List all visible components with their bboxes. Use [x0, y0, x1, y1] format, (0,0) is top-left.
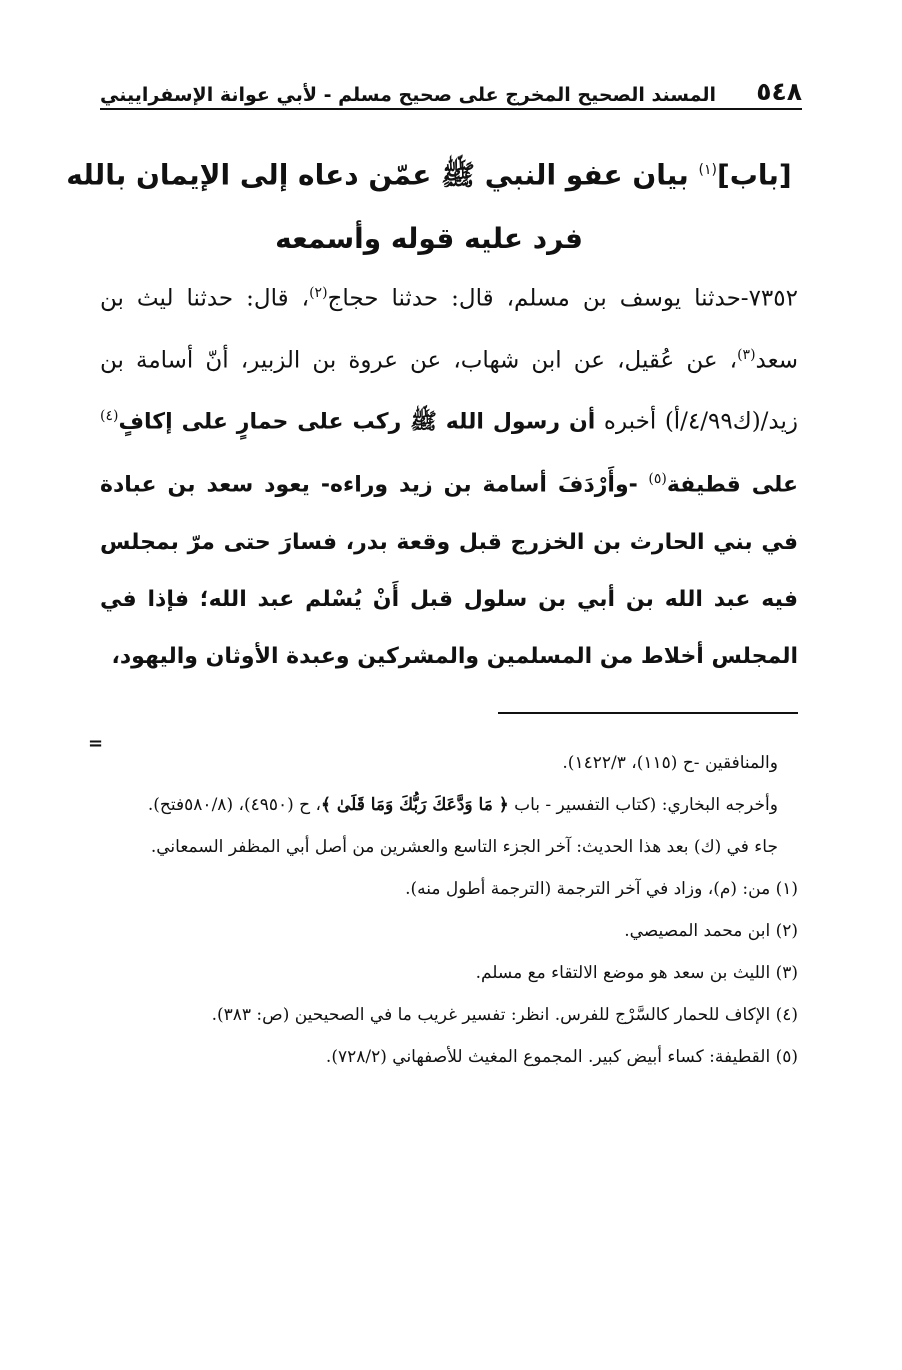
- footnote-2: (٢) ابن محمد المصيصي.: [624, 921, 798, 941]
- footnote-text: وأخرجه البخاري: (كتاب التفسير - باب: [514, 795, 778, 815]
- footnote-ref: (٤): [100, 408, 119, 425]
- footnote-continuation: [100, 784, 798, 826]
- hadith-chain-3: ، عن عُقيل، عن ابن شهاب، عن عروة بن الزبير، أنّ أسامة بن زيد/(ك٤/٩٩/أ) أخبره: [100, 347, 799, 435]
- hadith-matn-3: -وأَرْدَفَ أسامة بن زيد وراءه- يعود سعد بن عبادة في بني الحارث بن الخزرج قبل وقعة بدر، فسارَ حتى مرّ بمجلس فيه عبد الله بن أبي بن سلول قبل أَنْ يُسْلم عبد الله؛ فإذا في المجلس أخلاط من المسلمين والمشركين وعبدة الأوثان واليهود،: [100, 472, 798, 669]
- footnote-continuation: والمنافقين -ح (١١٥)، ١٤٢٢/٣).: [562, 753, 778, 773]
- footnote-divider: [498, 712, 798, 714]
- hadith-text: [100, 265, 798, 685]
- chapter-bracket: [باب]: [716, 158, 792, 192]
- footnote-1: (١) من: (م)، وزاد في آخر الترجمة (الترجمة أطول منه).: [405, 879, 798, 899]
- footnote-continuation: جاء في (ك) بعد هذا الحديث: آخر الجزء التاسع والعشرين من أصل أبي المظفر السمعاني.: [150, 837, 778, 857]
- footnotes: [100, 742, 798, 1078]
- footnote-ref: (٥): [648, 470, 667, 487]
- chapter-title: بيان عفو النبي ﷺ عمّن دعاه إلى الإيمان بالله فرد عليه قوله وأسمعه: [66, 158, 689, 256]
- footnote-5: (٥) القطيفة: كساء أبيض كبير. المجموع المغيث للأصفهاني (٧٢٨/٢).: [325, 1047, 798, 1067]
- quran-verse: ﴿ مَا وَدَّعَكَ رَبُّكَ وَمَا قَلَىٰ ﴾: [321, 795, 509, 815]
- footnote-3: (٣) الليث بن سعد هو موضع الالتقاء مع مسلم.: [475, 963, 798, 983]
- hadith-chain-2: ، قال: حدثنا ليث بن سعد: [100, 285, 798, 374]
- running-title: المسند الصحيح المخرج على صحيح مسلم - لأبي عوانة الإسفراييني: [100, 84, 716, 106]
- hadith-number: ٧٣٥٢: [748, 285, 798, 312]
- footnote-ref: (٢): [309, 285, 328, 301]
- page-number: ٥٤٨: [756, 77, 802, 106]
- hadith-matn-1: أن رسول الله ﷺ ركب على حمارٍ على إكافٍ: [118, 409, 596, 435]
- hadith-matn-2: على قطيفة: [666, 472, 798, 498]
- footnote-ref: (٣): [737, 346, 756, 363]
- footnote-4: (٤) الإكاف للحمار كالسَّرْج للفرس. انظر: تفسير غريب ما في الصحيحين (ص: ٣٨٣).: [211, 1005, 798, 1025]
- continuation-mark: =: [88, 733, 104, 754]
- hadith-chain-1: -حدثنا يوسف بن مسلم، قال: حدثنا حجاج: [327, 285, 749, 312]
- running-header: [100, 70, 802, 110]
- chapter-heading: [60, 138, 798, 271]
- footnote-text: ، ح (٤٩٥٠)، (٥٨٠/٨فتح).: [147, 795, 322, 815]
- footnote-ref: (١): [698, 162, 717, 178]
